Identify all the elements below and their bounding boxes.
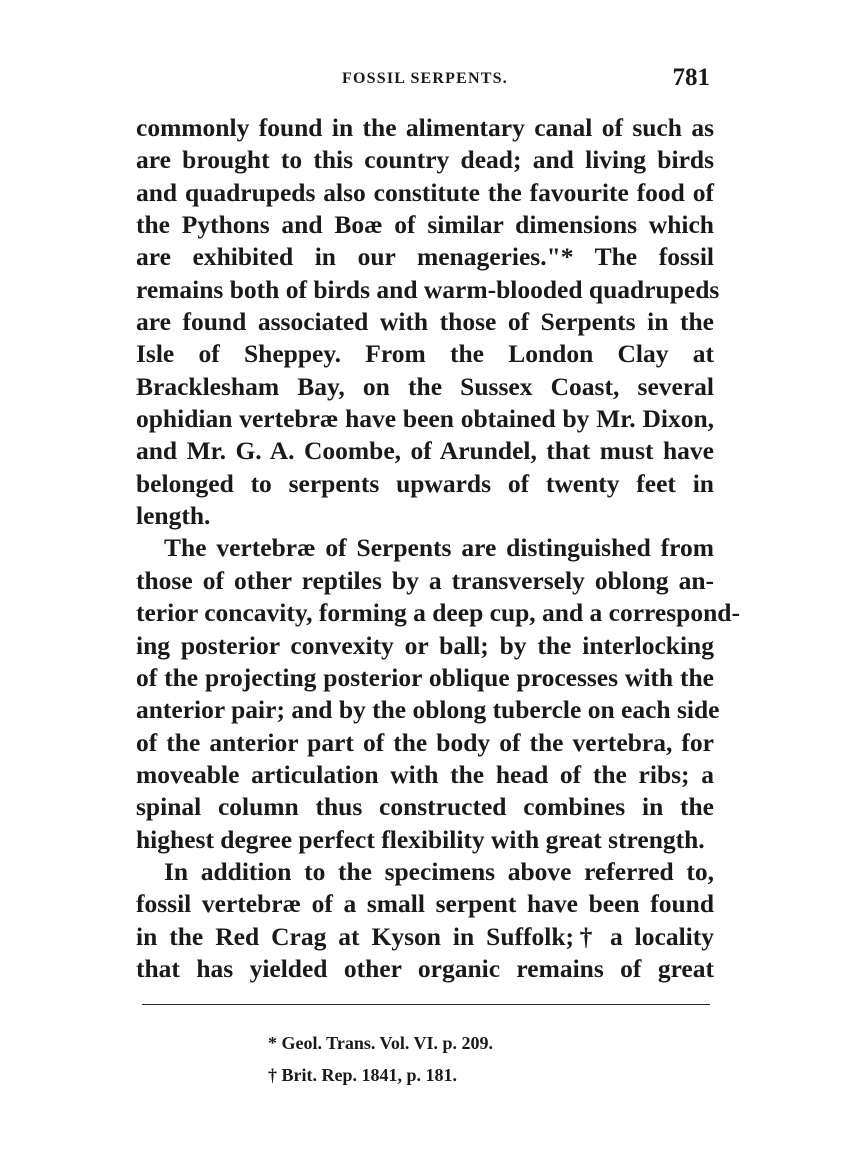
text-line: are found associated with those of Serpents in the bbox=[136, 307, 714, 337]
text-line: fossil vertebræ of a small serpent have been found bbox=[136, 889, 714, 919]
running-title: FOSSIL SERPENTS. bbox=[342, 70, 508, 87]
text-line: ing posterior convexity or ball; by the interlocking bbox=[136, 630, 714, 660]
page-number: 781 bbox=[672, 64, 710, 91]
text-line: moveable articulation with the head of the ribs; a bbox=[136, 759, 714, 789]
footnotes bbox=[268, 1027, 688, 1091]
footnote-divider bbox=[142, 1004, 710, 1005]
text-line: in the Red Crag at Kyson in Suffolk;† a locality bbox=[136, 921, 714, 951]
text-line: and quadrupeds also constitute the favourite food of bbox=[136, 177, 714, 207]
body-text bbox=[136, 112, 740, 985]
text-line: the Pythons and Boæ of similar dimensions which bbox=[136, 210, 714, 240]
footnote: † Brit. Rep. 1841, p. 181. bbox=[268, 1065, 457, 1085]
text-line: belonged to serpents upwards of twenty feet in bbox=[136, 468, 714, 498]
text-line: The vertebræ of Serpents are distinguished from bbox=[164, 533, 714, 563]
text-line: are brought to this country dead; and living birds bbox=[136, 145, 714, 175]
text-line: anterior pair; and by the oblong tubercle on each side bbox=[136, 695, 720, 725]
text-line: Isle of Sheppey. From the London Clay at bbox=[136, 339, 714, 369]
footnote: * Geol. Trans. Vol. VI. p. 209. bbox=[268, 1033, 494, 1053]
text-line: highest degree perfect flexibility with great strength. bbox=[136, 824, 705, 854]
text-line: Bracklesham Bay, on the Sussex Coast, several bbox=[136, 371, 714, 401]
text-line: of the anterior part of the body of the vertebra, for bbox=[136, 727, 714, 757]
text-line: those of other reptiles by a transversely oblong an- bbox=[136, 565, 714, 595]
text-line: terior concavity, forming a deep cup, and a correspond- bbox=[136, 598, 740, 628]
text-line: ophidian vertebræ have been obtained by Mr. Dixon, bbox=[136, 404, 714, 434]
text-line: of the projecting posterior oblique processes with the bbox=[136, 662, 714, 692]
running-header bbox=[136, 64, 714, 94]
text-line: length. bbox=[136, 501, 211, 531]
text-line: that has yielded other organic remains of great bbox=[136, 953, 714, 983]
text-line: commonly found in the alimentary canal of such as bbox=[136, 113, 714, 142]
text-line: In addition to the specimens above referred to, bbox=[164, 856, 714, 886]
text-line: remains both of birds and warm-blooded quadrupeds bbox=[136, 274, 720, 304]
text-line: are exhibited in our menageries."* The fossil bbox=[136, 242, 714, 272]
text-line: spinal column thus constructed combines in the bbox=[136, 792, 714, 822]
text-line: and Mr. G. A. Coombe, of Arundel, that must have bbox=[136, 436, 714, 466]
